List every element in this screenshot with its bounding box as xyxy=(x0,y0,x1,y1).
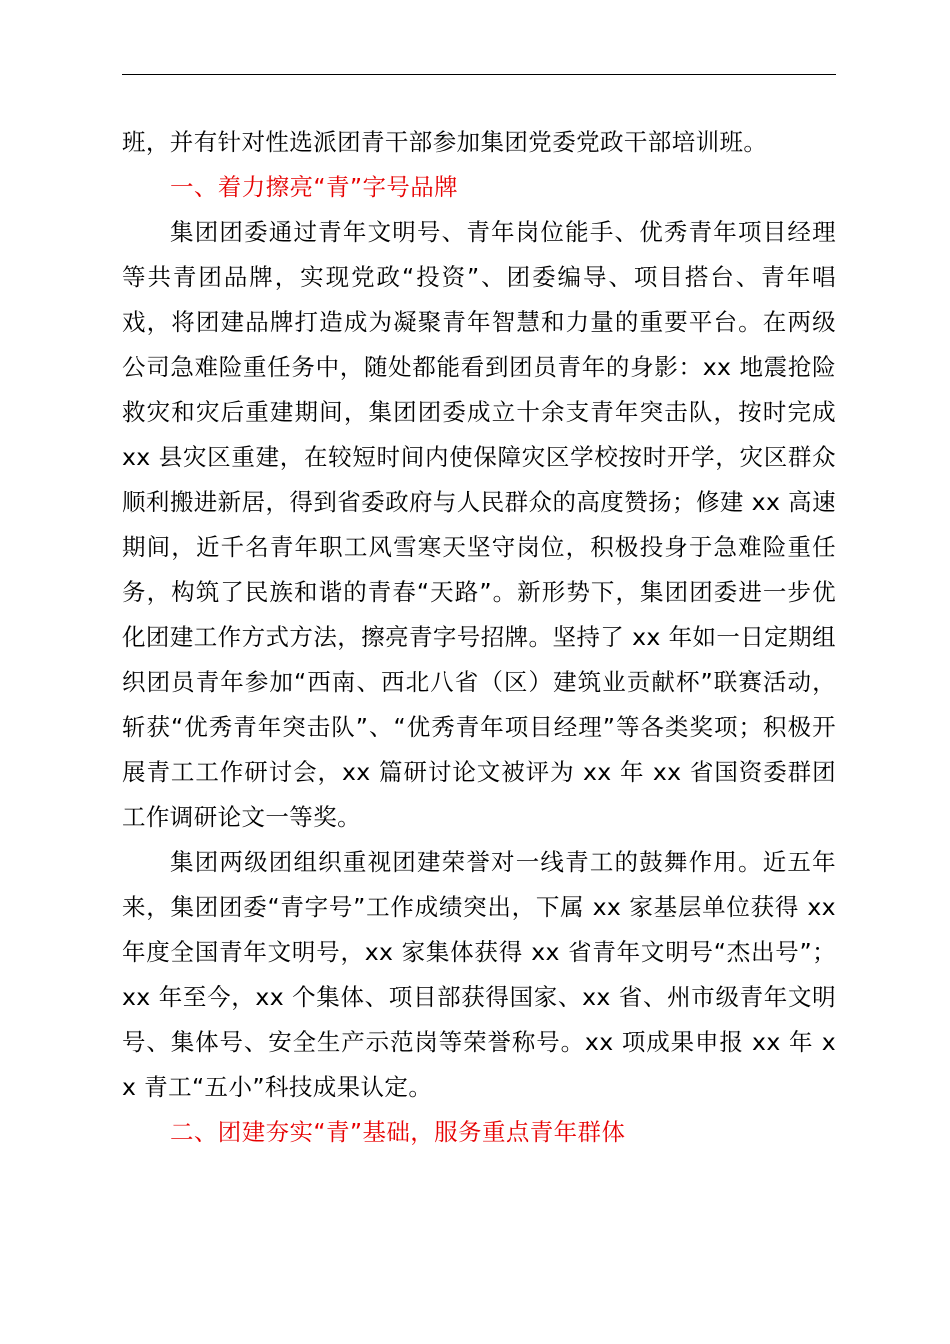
document-body xyxy=(122,120,836,1155)
paragraph-honors: 集团两级团组织重视团建荣誉对一线青工的鼓舞作用。近五年来，集团团委“青字号”工作成绩突出，下属 xx 家基层单位获得 xx 年度全国青年文明号，xx 家集体获得 xx 省青年文明号“杰出号”；xx 年至今，xx 个集体、项目部获得国家、xx 省、州市级青年文明号、集体号、安全生产示范岗等荣誉称号。xx 项成果申报 xx 年 xx 青工“五小”科技成果认定。 xyxy=(122,848,836,1101)
paragraph-brand: 集团团委通过青年文明号、青年岗位能手、优秀青年项目经理等共青团品牌，实现党政“投资”、团委编导、项目搭台、青年唱戏，将团建品牌打造成为凝聚青年智慧和力量的重要平台。在两级公司急难险重任务中，随处都能看到团员青年的身影：xx 地震抢险救灾和灾后重建期间，集团团委成立十余支青年突击队，按时完成 xx 县灾区重建，在较短时间内使保障灾区学校按时开学，灾区群众顺利搬进新居，得到省委政府与人民群众的高度赞扬；修建 xx 高速期间，近千名青年职工风雪寒天坚守岗位，积极投身于急难险重任务，构筑了民族和谐的青春“天路”。新形势下，集团团委进一步优化团建工作方式方法，擦亮青字号招牌。坚持了 xx 年如一日定期组织团员青年参加“西南、西北八省（区）建筑业贡献杯”联赛活动，斩获“优秀青年突击队”、“优秀青年项目经理”等各类奖项；积极开展青工工作研讨会，xx 篇研讨论文被评为 xx 年 xx 省国资委群团工作调研论文一等奖。 xyxy=(122,218,836,831)
paragraph-continuation: 班，并有针对性选派团青干部参加集团党委党政干部培训班。 xyxy=(122,128,768,156)
section-heading-1: 一、着力擦亮“青”字号品牌 xyxy=(170,173,459,201)
section-heading-2: 二、团建夯实“青”基础，服务重点青年群体 xyxy=(170,1118,626,1146)
header-rule xyxy=(122,74,836,75)
